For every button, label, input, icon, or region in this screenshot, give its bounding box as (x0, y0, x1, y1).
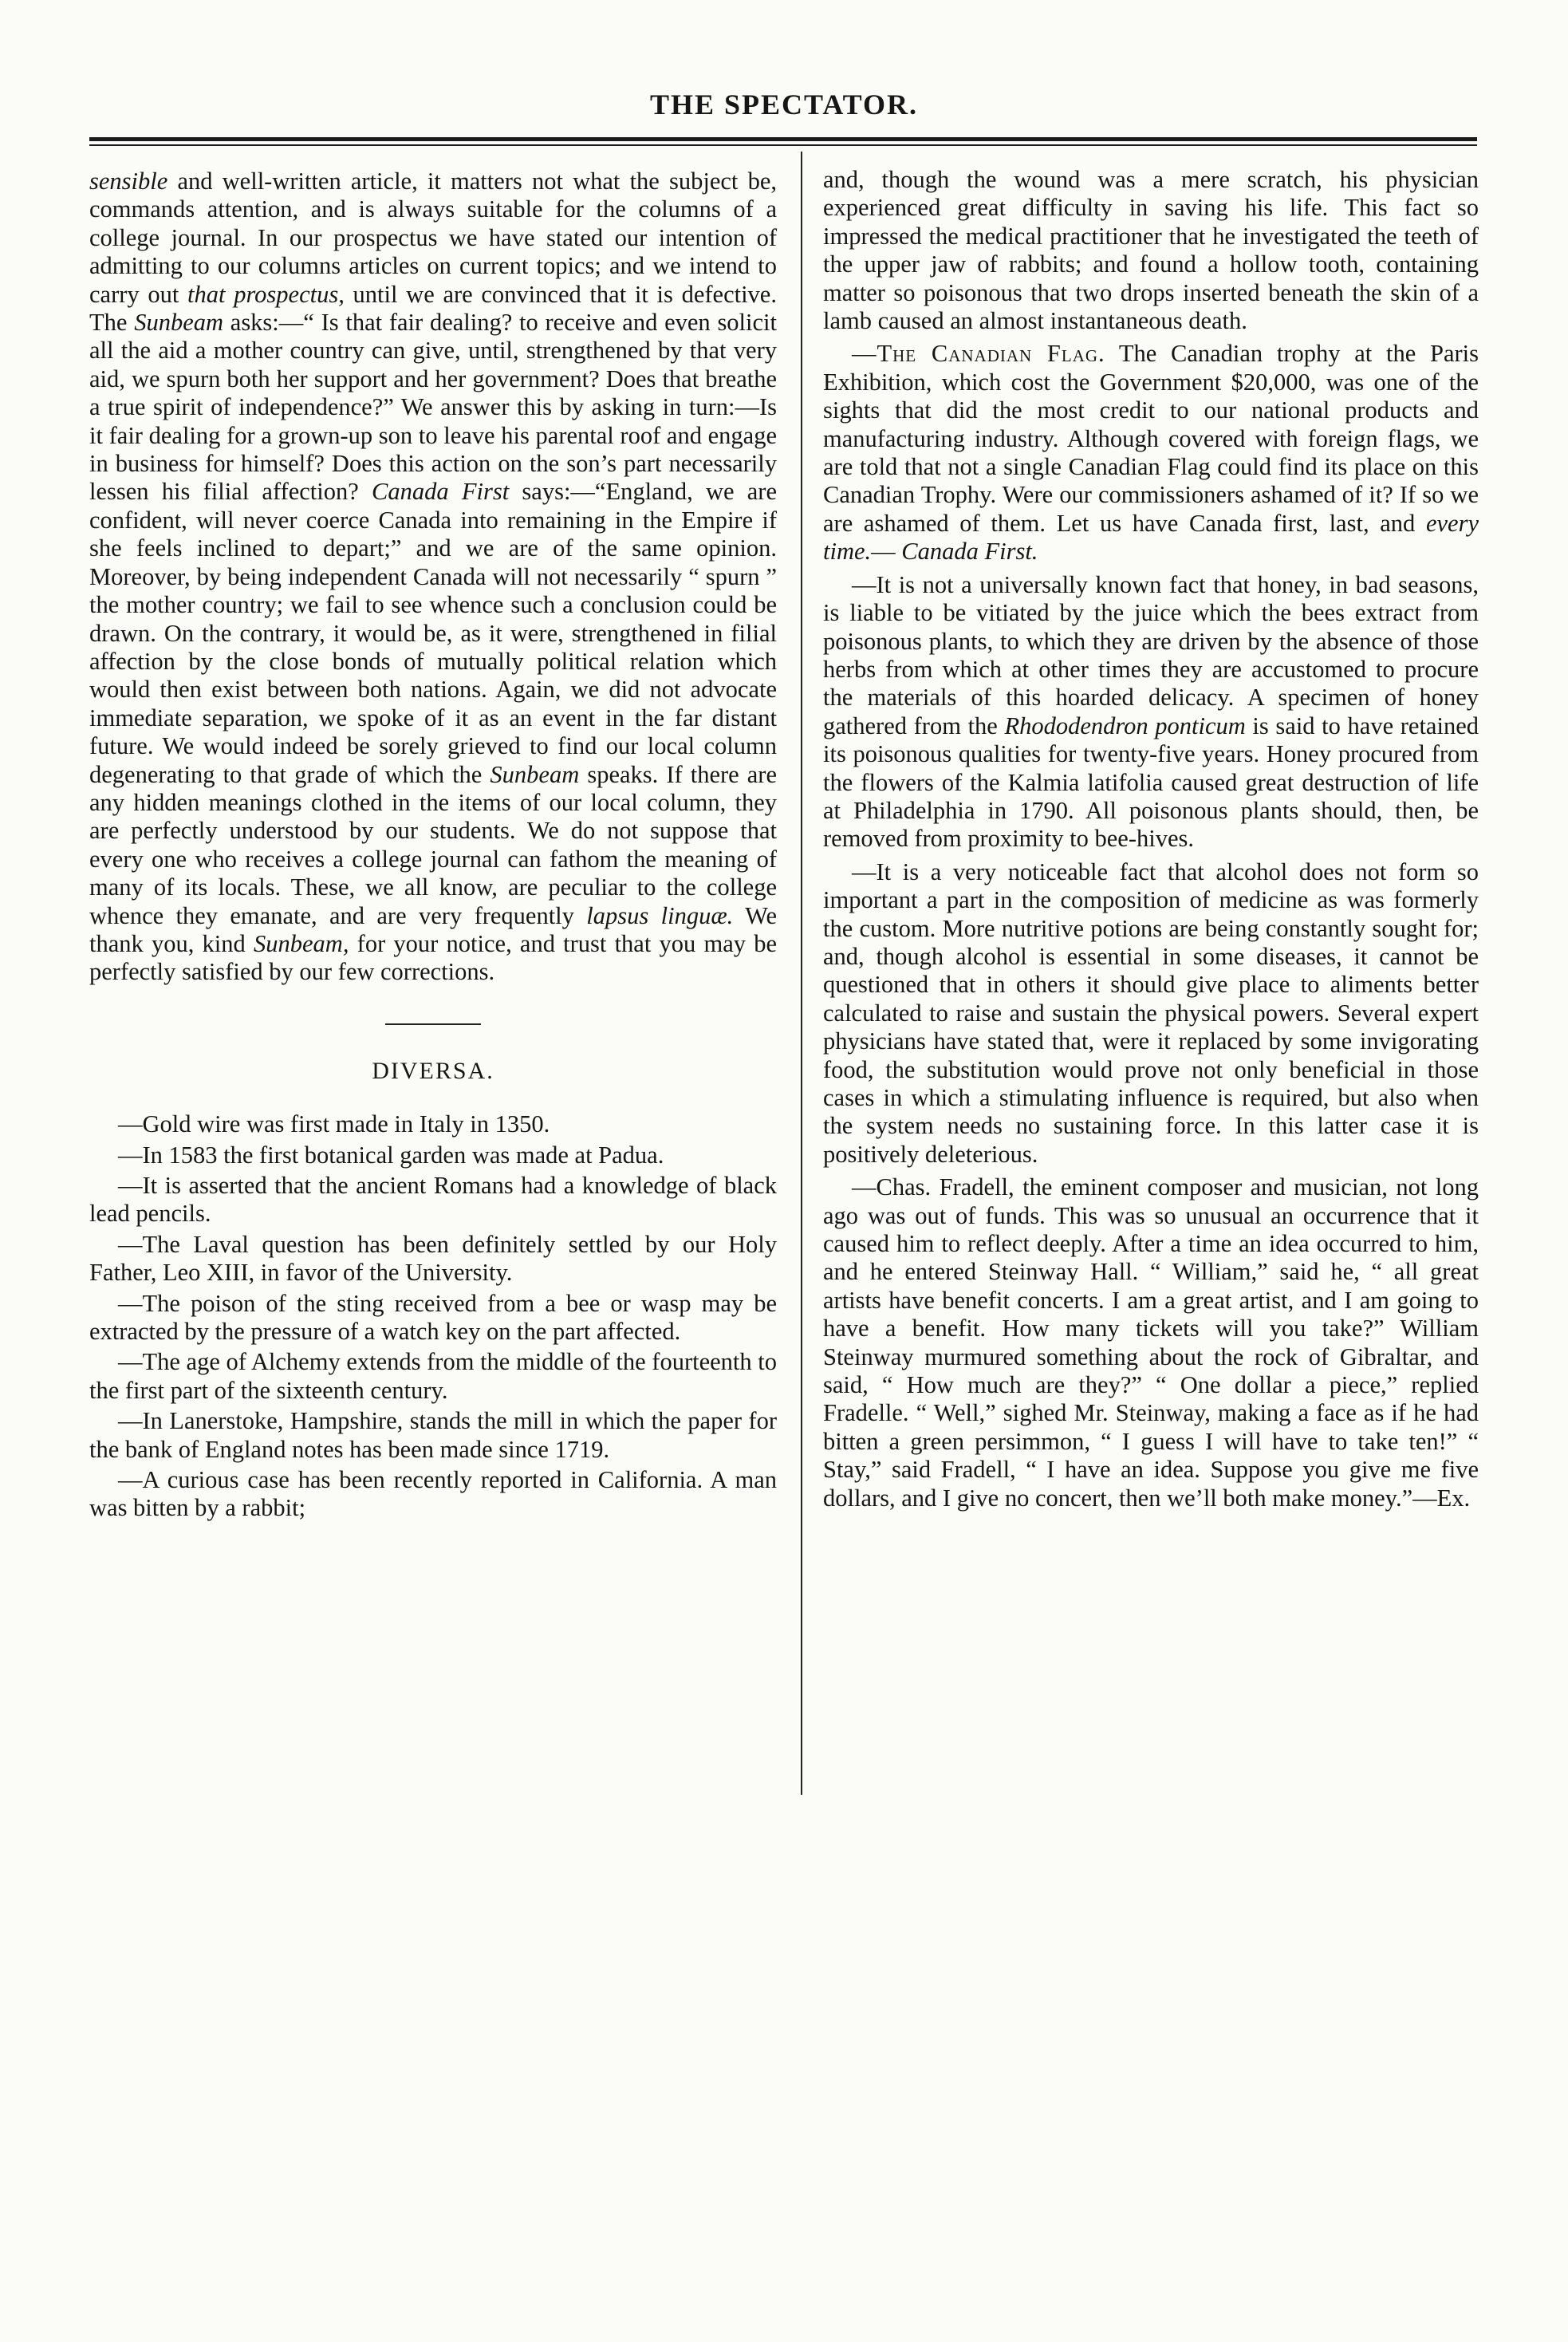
text-run: — (871, 538, 896, 566)
section-heading: DIVERSA. (372, 1057, 494, 1084)
diversa-item: —The age of Alchemy extends from the middle of the fourteenth to the first part of the sixteenth century. (89, 1348, 777, 1404)
text-italic: Sunbeam (134, 309, 224, 337)
page-title: THE SPECTATOR. (649, 89, 919, 120)
text-italic: Canada First. (901, 538, 1038, 566)
diversa-item: —A curious case has been recently reported in California. A man was bitten by a rabbit; (89, 1466, 777, 1522)
diversa-item: —In Lanerstoke, Hampshire, stands the mill in which the paper for the bank of England notes has been made since 1719. (89, 1407, 777, 1463)
sunbeam-reply-paragraph (89, 168, 777, 987)
text-italic: that prospectus, (187, 280, 345, 308)
text-run: We thank you, kind (89, 901, 777, 957)
text-run: and well-written article, it matters not what the subject be, commands attention, and is always suitable for the columns of a college journal. In our prospectus we have stated our intention of admitting to our columns articles on current topics; and we intend to carry out (89, 168, 777, 308)
right-column (823, 166, 1479, 1517)
text-run: asks:—“ Is that fair dealing? to receive and even solicit all the aid a mother country can give, until, strengthened by that very aid, we spurn both her support and her government? Does that breathe a true spirit of independence?” We answer this by asking in turn:—Is it fair dealing for a grown-up son to leave his parental roof and engage in business for himself? Does this action on the son’s part necessarily lessen his filial affection? (89, 309, 777, 506)
header-rule-thin (89, 144, 1477, 146)
diversa-item: —In 1583 the first botanical garden was made at Padua. (118, 1141, 664, 1169)
canadian-flag-paragraph (823, 340, 1479, 566)
column-divider (801, 152, 802, 1795)
text-run: says:—“England, we are confident, will never coerce Canada into remaining in the Empire if she feels inclined to depart;” and we are of the same opinion. Moreover, by being independent Canada will not necessarily “ spurn ” the mother country; we fail to see whence such a conclusion could be drawn. On the contrary, it would be, as it were, strengthened in filial affection by the close bonds of mutually political relation which would then exist between both nations. Again, we did not advocate immediate separation, we spoke of it as an event in the far distant future. We would indeed be sorely grieved to find our local column degenerating to that grade of which the (89, 478, 777, 788)
alcohol-paragraph: —It is a very noticeable fact that alcohol does not form so important a part in the composition of medicine as was formerly the custom. More nutritive potions are being constantly sought for; and, though alcohol is essential in some diseases, it cannot be questioned that in others it should give place to aliments better calculated to raise and sustain the physical powers. Several expert physicians have stated that, were it replaced by some invigorating food, the substitution would prove not only beneficial in those cases in which a stimulating influence is required, but also when the system needs no sustaining force. In this latter case it is positively deleterious. (823, 858, 1479, 1168)
text-italic: Sunbeam (490, 760, 580, 788)
text-italic: lapsus linguæ. (586, 901, 734, 929)
text-run: for your notice, and trust that you may be perfectly satisfied by our few corrections. (89, 929, 777, 986)
text-run: is said to have retained its poisonous qualities for twenty-five years. Honey procured from the flowers of the Kalmia latifolia caused great destruction of life at Philadelphia in 1790. All poisonous plants should, then, be removed from proximity to bee-hives. (823, 712, 1479, 853)
item-heading: —The Canadian Flag. (852, 340, 1105, 368)
text-italic: sensible (89, 168, 168, 195)
text-italic: Canada First (372, 478, 510, 506)
rabbit-paragraph: and, though the wound was a mere scratch, his physician experienced great difficulty in saving his life. This fact so impressed the medical practitioner that he investigated the teeth of the upper jaw of rabbits; and found a hollow tooth, containing matter so poisonous that two drops inserted beneath the skin of a lamb caused an almost instantaneous death. (823, 166, 1479, 335)
diversa-item: —It is asserted that the ancient Romans had a knowledge of black lead pencils. (89, 1172, 777, 1228)
text-italic: Sunbeam, (254, 929, 349, 957)
text-run: The Canadian trophy at the Paris Exhibition, which cost the Government $20,000, was one of the sights that did the most credit to our national products and manufacturing industry. Although covered with foreign flags, we are told that not a single Canadian Flag could find its place on this Canadian Trophy. Were our commissioners ashamed of it? If so we are ashamed of them. Let us have Canada first, last, and (823, 340, 1479, 537)
fradell-paragraph: —Chas. Fradell, the eminent composer and musician, not long ago was out of funds. This was so unusual an occurrence that it caused him to reflect deeply. After a time an idea occurred to him, and he entered Steinway Hall. “ William,” said he, “ all great artists have benefit concerts. I am a great artist, and I am going to have a benefit. How many tickets will you take?” William Steinway murmured something about the rock of Gibraltar, and said, “ How much are they?” “ One dollar a piece,” replied Fradelle. “ Well,” sighed Mr. Steinway, making a face as if he had bitten a green persimmon, “ I guess I will have to take ten!” “ Stay,” said Fradell, “ I have an idea. Suppose you give me five dollars, and I give no concert, then we’ll both make money.”—Ex. (823, 1173, 1479, 1512)
text-run: —It is not a universally known fact that honey, in bad seasons, is liable to be vitiated by the juice which the bees extract from poisonous plants, to which they are driven by the absence of those herbs from which at other times they are accustomed to procure the materials of this hoarded delicacy. A specimen of honey gathered from the (823, 570, 1479, 739)
left-column (89, 168, 777, 1525)
header-rule-thick (89, 137, 1477, 141)
text-run: speaks. If there are any hidden meanings clothed in the items of our local column, they are perfectly understood by our students. We do not suppose that every one who receives a college journal can fathom the meaning of many of its locals. These, we all know, are peculiar to the college whence they emanate, and are very frequently (89, 760, 777, 929)
diversa-item: —The Laval question has been definitely settled by our Holy Father, Leo XIII, in favor of the University. (89, 1230, 777, 1287)
section-divider (385, 1023, 481, 1025)
text-italic: every time. (823, 509, 1479, 566)
honey-paragraph (823, 571, 1479, 854)
text-italic: Rhododendron ponticum (1004, 712, 1246, 739)
diversa-item: —Gold wire was first made in Italy in 1350. (118, 1110, 550, 1138)
text-run: until we are convinced that it is defective. The (89, 280, 777, 337)
diversa-item: —The poison of the sting received from a bee or wasp may be extracted by the pressure of a watch key on the part affected. (89, 1289, 777, 1346)
